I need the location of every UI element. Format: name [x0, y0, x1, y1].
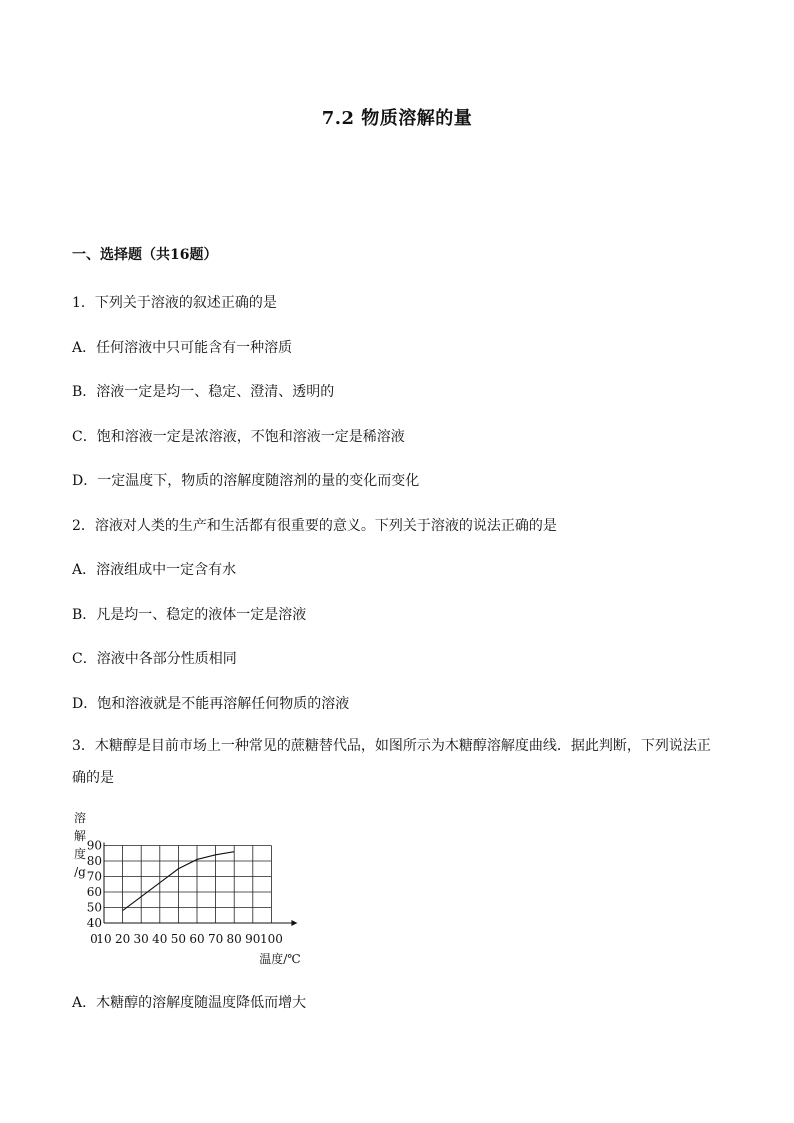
y-tick-label: 40: [86, 916, 102, 930]
x-tick-label: 50: [170, 932, 187, 946]
x-tick-label: 20: [114, 932, 131, 946]
q1-option-a: A．任何溶液中只可能含有一种溶质: [72, 340, 293, 356]
q1-stem: 1．下列关于溶液的叙述正确的是: [72, 295, 277, 311]
y-tick-label: 70: [86, 869, 102, 884]
page-title: 7.2 物质溶解的量: [321, 108, 473, 129]
q2-option-c: C．溶液中各部分性质相同: [72, 651, 237, 667]
x-tick-label: 60: [189, 932, 205, 946]
x-tick-label: 80: [226, 932, 242, 946]
y-tick-label: 50: [86, 900, 102, 915]
q2-option-d: D．饱和溶液就是不能再溶解任何物质的溶液: [72, 696, 350, 712]
x-tick-label: 70: [207, 932, 224, 946]
q1-option-c: C．饱和溶液一定是浓溶液，不饱和溶液一定是稀溶液: [72, 429, 405, 445]
q2-option-a: A．溶液组成中一定含有水: [72, 562, 237, 578]
x-tick-label: 30: [133, 932, 149, 946]
x-tick-label: 90: [245, 932, 261, 946]
q2-option-b: B．凡是均一、稳定的液体一定是溶液: [72, 607, 307, 623]
q3-stem: 3．木糖醇是目前市场上一种常见的蔗糖替代品，如图所示为木糖醇溶解度曲线．据此判断，下列说法正确的是: [72, 738, 711, 786]
solubility-chart: [66, 810, 346, 970]
q2-stem: 2．溶液对人类的生产和生活都有很重要的意义。下列关于溶液的说法正确的是: [72, 518, 557, 534]
y-axis-label-char: 度: [73, 847, 87, 861]
y-tick-label: 90: [86, 838, 102, 853]
x-axis-arrow: [291, 920, 297, 926]
x-tick-label: 100: [259, 932, 283, 946]
y-axis-label-char: /g: [74, 865, 86, 879]
q1-option-b: B．溶液一定是均一、稳定、澄清、透明的: [72, 384, 335, 400]
y-axis-label-char: 溶: [73, 811, 87, 825]
y-axis-label-char: 解: [73, 829, 87, 843]
y-tick-label: 80: [86, 854, 102, 868]
x-tick-label: 0: [90, 932, 98, 946]
x-tick-label: 10: [96, 932, 112, 946]
x-axis-label: 温度/℃: [259, 952, 301, 966]
section-heading: 一、选择题（共16题）: [72, 247, 218, 263]
q3-option-a: A．木糖醇的溶解度随温度降低而增大: [72, 995, 307, 1011]
q1-option-d: D．一定温度下，物质的溶解度随溶剂的量的变化而变化: [72, 473, 420, 489]
y-tick-label: 60: [86, 885, 102, 899]
x-tick-label: 40: [152, 932, 168, 946]
